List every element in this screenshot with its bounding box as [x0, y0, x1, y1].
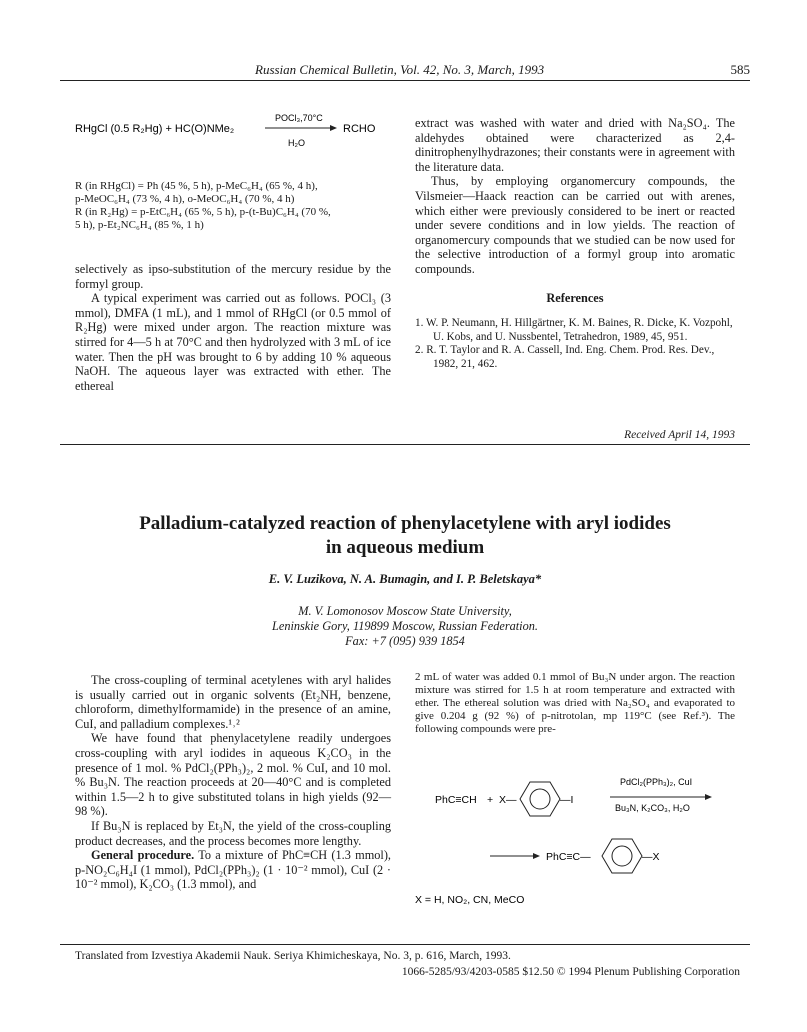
scheme2-x-left: X— [499, 794, 517, 806]
prev-right-column [415, 116, 735, 372]
scheme2-reagent-top: PdCl₂(PPh₃)₂, CuI [620, 777, 693, 787]
scheme2-product-right: —X [642, 851, 660, 863]
scheme-note: R (in RHgCl) = Ph (45 %, 5 h), p-MeC₆H₄ (65 %, 4 h), [75, 180, 318, 192]
article-right-column [415, 671, 735, 736]
scheme1-reagent-top: POCl₃,70°C [275, 113, 323, 123]
references-heading: References [546, 290, 604, 305]
scheme-note: R (in R₂Hg) = p-EtC₆H₄ (65 %, 5 h), p-(t-Bu)C₆H₄ (70 %, [75, 206, 331, 218]
reaction-scheme-2 [415, 765, 735, 910]
prev-left-column [75, 262, 391, 393]
scheme2-reagent-bottom: Bu₃N, K₂CO₃, H₂O [615, 803, 690, 813]
reference-item: 1. W. P. Neumann, H. Hillgärtner, K. M. Baines, R. Dicke, K. Vozpohl, U. Kobs, and U. Nussbentel, Tetrahedron, 1989, 45, 951. [415, 317, 733, 343]
benzene-ring-1 [520, 782, 560, 816]
paragraph: selectively as ipso-substitution of the mercury residue by the formyl group. [75, 262, 391, 291]
paragraph: The cross-coupling of terminal acetylenes with aryl halides is usually carried out in organic solvents (Et₂NH, benzene, chloroform, dimethylformamide) in the presence of an amine, CuI, and palladium complexes.¹˒² [75, 673, 391, 731]
translation-note: Translated from Izvestiya Akademii Nauk. Seriya Khimicheskaya, No. 3, p. 616, March, 1993. [75, 950, 511, 962]
title-line: Palladium-catalyzed reaction of phenylacetylene with aryl iodides [139, 513, 671, 534]
scheme1-product: RCHO [343, 123, 376, 135]
scheme2-x-values: X = H, NO₂, CN, MeCO [415, 894, 525, 906]
affiliation [60, 604, 750, 649]
footer-rule [60, 944, 750, 945]
header-rule [60, 80, 750, 81]
paragraph: extract was washed with water and dried with Na₂SO₄. The aldehydes obtained were characterized as 2,4-dinitrophenylhydrazones; their constants were in agreement with the literature data. [415, 116, 735, 174]
page-number: 585 [730, 62, 750, 77]
affiliation-line: Fax: +7 (095) 939 1854 [345, 634, 465, 648]
article-left-column [75, 673, 391, 892]
scheme2-product-left: PhC≡C— [546, 851, 591, 863]
reference-item: 2. R. T. Taylor and R. A. Cassell, Ind. Eng. Chem. Prod. Res. Dev., 1982, 21, 462. [415, 344, 715, 370]
copyright-line: 1066-5285/93/4203-0585 $12.50 © 1994 Plenum Publishing Corporation [401, 966, 740, 978]
scheme1-reactant: RHgCl (0.5 R₂Hg) + HC(O)NMe₂ [75, 123, 235, 135]
affiliation-line: M. V. Lomonosov Moscow State University, [298, 604, 512, 618]
paragraph: Thus, by employing organomercury compounds, the Vilsmeier—Haack reaction can be carried out with arenes, which either were previously considered to be inert or reacted under severe conditions and in low yields. The reaction of organomercury compounds that we studied can be now used for the selective introduction of a formyl group into aromatic compounds. [415, 174, 735, 276]
journal-citation: Russian Chemical Bulletin, Vol. 42, No. 3, March, 1993 [255, 62, 545, 77]
paragraph: 2 mL of water was added 0.1 mmol of Bu₃N under argon. The reaction mixture was stirred for 1.5 h at room temperature and extracted with ether. The ethereal solution was dried with Na₂SO₄ and evaporated to give 0.204 g (92 %) of p-nitrotolan, mp 119°C (see Ref.³). The following compounds were pre- [415, 671, 735, 735]
title-line: in aqueous medium [325, 537, 485, 558]
reaction-scheme-1 [75, 108, 395, 160]
scheme-note: 5 h), p-Et₂NC₆H₄ (85 %, 1 h) [75, 219, 204, 231]
scheme1-notes [75, 180, 391, 232]
scheme2-arrowhead [705, 794, 712, 800]
scheme2-arrowhead-2 [533, 853, 540, 859]
scheme-note: p-MeOC₆H₄ (73 %, 4 h), o-MeOC₆H₄ (70 %, 4 h) [75, 193, 295, 205]
scheme1-arrowhead [330, 125, 337, 131]
article-separator [60, 444, 750, 445]
paragraph [75, 848, 391, 892]
scheme2-plus: + [487, 794, 494, 806]
paragraph: If Bu₃N is replaced by Et₃N, the yield of the cross-coupling product decreases, and the process becomes more lengthy. [75, 818, 391, 848]
benzene-ring-2 [602, 839, 642, 873]
scheme1-reagent-bottom: H₂O [288, 138, 305, 148]
scheme2-iodo: —I [560, 794, 574, 806]
authors: E. V. Luzikova, N. A. Bumagin, and I. P. Beletskaya* [268, 572, 542, 586]
received-date: Received April 14, 1993 [624, 429, 735, 441]
article-title [60, 512, 750, 560]
scheme2-reactant: PhC≡CH [435, 794, 477, 806]
procedure-text: To a mixture of PhC≡CH (1.3 mmol), p-NO₂C₆H₄I (1 mmol), PdCl₂(PPh₃)₂ (1 · 10⁻² mmol), CuI (2 · 10⁻² mmol), K₂CO₃ (1.3 mmol), and [75, 848, 391, 892]
paragraph: We have found that phenylacetylene readily undergoes cross-coupling with aryl iodides in aqueous K₂CO₃ in the presence of 1 mol. % PdCl₂(PPh₃)₂, 2 mol. % CuI, and 10 mol. % Bu₃N. The reaction proceeds at 20—40°C and is completed within 1.5—2 h to give substituted tolans in high yields (92—98 %). [75, 731, 391, 819]
affiliation-line: Leninskie Gory, 119899 Moscow, Russian Federation. [272, 619, 538, 633]
procedure-heading: General procedure. [91, 848, 195, 863]
paragraph: A typical experiment was carried out as follows. POCl₃ (3 mmol), DMFA (1 mL), and 1 mmol of RHgCl (or 0.5 mmol of R₂Hg) were mixed under argon. The reaction mixture was stirred for 4—5 h at 70°C and then hydrolyzed with 3 mL of ice water. Then the pH was brought to 6 by adding 10 % aqueous NaOH. The aqueous layer was extracted with ether. The ethereal [75, 291, 391, 393]
